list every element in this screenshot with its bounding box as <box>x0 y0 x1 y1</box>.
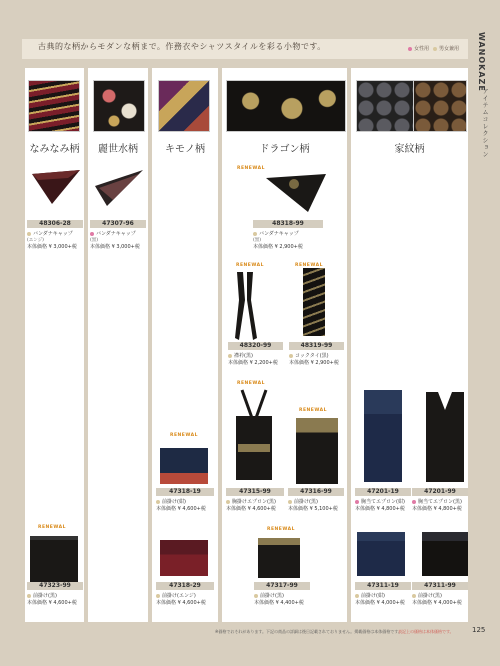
product-code: 47323-99 <box>27 582 83 590</box>
unisex-bullet <box>156 500 160 504</box>
product-code: 47317-99 <box>254 582 310 590</box>
product-name: バンダナキャップ <box>90 230 146 237</box>
product-47201-19 <box>355 488 411 512</box>
legend-women-label: 女性用 <box>414 46 430 52</box>
product-price: 本体価格 ¥ 4,000+税 <box>355 600 405 606</box>
bandana-cap-image <box>30 168 82 206</box>
product-code: 47318-29 <box>156 582 214 590</box>
product-code: 48306-28 <box>27 220 83 228</box>
legend-unisex-label: 男女兼用 <box>439 46 460 52</box>
footer-note: ※価格でおそれがあります。下記の商品の詳細は後日記載されておりません。掲載価格は本体価格です。 <box>215 629 402 634</box>
renewal-label: RENEWAL <box>237 381 265 386</box>
product-price: 本体価格 ¥ 3,000+税 <box>90 244 140 250</box>
apron-image <box>30 536 78 582</box>
unisex-bullet <box>355 594 359 598</box>
women-bullet <box>90 232 94 236</box>
product-price: 本体価格 ¥ 4,600+税 <box>156 600 206 606</box>
kamon-pattern-swatch-2 <box>413 80 467 132</box>
bandana-cap-image <box>93 168 145 208</box>
column-title-kimono: キモノ柄 <box>165 144 205 155</box>
product-code: 47201-19 <box>355 488 411 496</box>
product-name: バンダナキャップ <box>253 230 323 237</box>
unisex-bullet <box>27 594 31 598</box>
product-name: 胸当てエプロン(紺) <box>355 498 411 505</box>
product-price: 本体価格 ¥ 4,400+税 <box>254 600 304 606</box>
column-title-kamon: 家紋柄 <box>394 144 425 155</box>
bib-apron-image <box>360 388 406 484</box>
product-code: 48318-99 <box>253 220 323 228</box>
product-code: 47307-96 <box>90 220 146 228</box>
apron-image <box>160 448 208 484</box>
footer-price-note: 表記上の価格は本体価格です。 <box>398 629 454 634</box>
product-47317-99 <box>254 582 310 606</box>
product-price: 本体価格 ¥ 4,000+税 <box>412 600 462 606</box>
product-47316-99 <box>288 488 344 512</box>
product-code: 47316-99 <box>288 488 344 496</box>
legend-unisex <box>433 45 459 52</box>
product-price: 本体価格 ¥ 4,600+税 <box>156 506 206 512</box>
apron-image <box>422 532 468 576</box>
product-color: (黒) <box>253 238 262 243</box>
product-47307-96 <box>90 220 146 250</box>
product-price: 本体価格 ¥ 2,200+税 <box>228 360 278 366</box>
product-name: 胸掛けエプロン(黒) <box>226 498 284 505</box>
product-name: 前掛け(紺) <box>355 592 411 599</box>
renewal-label: RENEWAL <box>170 433 198 438</box>
product-code: 47315-99 <box>226 488 284 496</box>
product-price: 本体価格 ¥ 4,800+税 <box>412 506 462 512</box>
nami-pattern-swatch <box>28 80 80 132</box>
product-name: 胸当てエプロン(黒) <box>412 498 468 505</box>
legend-unisex-dot <box>433 47 437 51</box>
product-code: 47311-99 <box>412 582 468 590</box>
unisex-bullet <box>253 232 257 236</box>
legend-women <box>408 45 429 52</box>
kimono-pattern-swatch <box>158 80 210 132</box>
renewal-label: RENEWAL <box>236 263 264 268</box>
product-code: 48319-99 <box>289 342 344 350</box>
product-47201-99 <box>412 488 468 512</box>
product-47323-99 <box>27 582 83 606</box>
product-name: 前掛け(紺) <box>156 498 214 505</box>
unisex-bullet <box>288 500 292 504</box>
neck-scarf-image <box>233 270 259 342</box>
column-title-reisei: 麗世水柄 <box>98 144 138 155</box>
renewal-label: RENEWAL <box>237 166 265 171</box>
product-48318-99 <box>253 220 323 250</box>
renewal-label: RENEWAL <box>295 263 323 268</box>
product-price: 本体価格 ¥ 4,600+税 <box>27 600 77 606</box>
product-47311-99 <box>412 582 468 606</box>
product-47318-29 <box>156 582 214 606</box>
apron-image <box>228 388 280 483</box>
product-47318-19 <box>156 488 214 512</box>
product-name: コックタイ(黒) <box>289 352 344 359</box>
product-code: 48320-99 <box>228 342 283 350</box>
header-text: 古典的な柄からモダンな柄まで。作務衣やシャツスタイルを彩る小物です。 <box>38 42 326 51</box>
bandana-cap-image <box>264 172 328 214</box>
apron-image <box>357 532 405 576</box>
product-price: 本体価格 ¥ 2,900+税 <box>289 360 339 366</box>
column-title-nami: なみなみ柄 <box>29 144 80 155</box>
apron-image <box>160 540 208 576</box>
apron-image <box>296 418 338 484</box>
unisex-bullet <box>156 594 160 598</box>
side-subtitle: アイテムコレクション <box>481 88 488 158</box>
unisex-bullet <box>254 594 258 598</box>
product-code: 47201-99 <box>412 488 468 496</box>
product-name: 前掛け(黒) <box>288 498 344 505</box>
product-47315-99 <box>226 488 284 512</box>
bib-apron-image <box>422 390 468 484</box>
legend-women-dot <box>408 47 412 51</box>
product-price: 本体価格 ¥ 3,000+税 <box>27 244 77 250</box>
product-color: (黒) <box>90 238 99 243</box>
renewal-label: RENEWAL <box>38 525 66 530</box>
kamon-pattern-swatch-1 <box>356 80 414 132</box>
women-bullet <box>412 500 416 504</box>
unisex-bullet <box>289 354 293 358</box>
product-price: 本体価格 ¥ 2,900+税 <box>253 244 303 250</box>
product-48319-99 <box>289 342 344 366</box>
renewal-label: RENEWAL <box>299 408 327 413</box>
product-price: 本体価格 ¥ 4,600+税 <box>226 506 276 512</box>
product-name: 前掛け(黒) <box>412 592 468 599</box>
product-color: (エンジ) <box>27 238 44 243</box>
dragon-pattern-swatch <box>226 80 346 132</box>
product-47311-19 <box>355 582 411 606</box>
product-price: 本体価格 ¥ 5,100+税 <box>288 506 338 512</box>
unisex-bullet <box>412 594 416 598</box>
product-code: 47311-19 <box>355 582 411 590</box>
product-name: 前掛け(エンジ) <box>156 592 214 599</box>
unisex-bullet <box>27 232 31 236</box>
product-price: 本体価格 ¥ 4,800+税 <box>355 506 405 512</box>
unisex-bullet <box>226 500 230 504</box>
product-name: 襟衿(黒) <box>228 352 283 359</box>
women-bullet <box>355 500 359 504</box>
product-48306-28 <box>27 220 83 250</box>
page-number: 125 <box>472 626 486 634</box>
column-title-dragon: ドラゴン柄 <box>259 144 310 155</box>
cook-tie-image <box>303 268 325 336</box>
side-title: WANOKAZE <box>477 32 486 92</box>
unisex-bullet <box>228 354 232 358</box>
reisei-pattern-swatch <box>93 80 145 132</box>
product-name: バンダナキャップ <box>27 230 83 237</box>
product-code: 47318-19 <box>156 488 214 496</box>
renewal-label: RENEWAL <box>267 527 295 532</box>
product-name: 前掛け(黒) <box>254 592 310 599</box>
product-name: 前掛け(黒) <box>27 592 83 599</box>
apron-image <box>258 538 300 578</box>
product-48320-99 <box>228 342 283 366</box>
